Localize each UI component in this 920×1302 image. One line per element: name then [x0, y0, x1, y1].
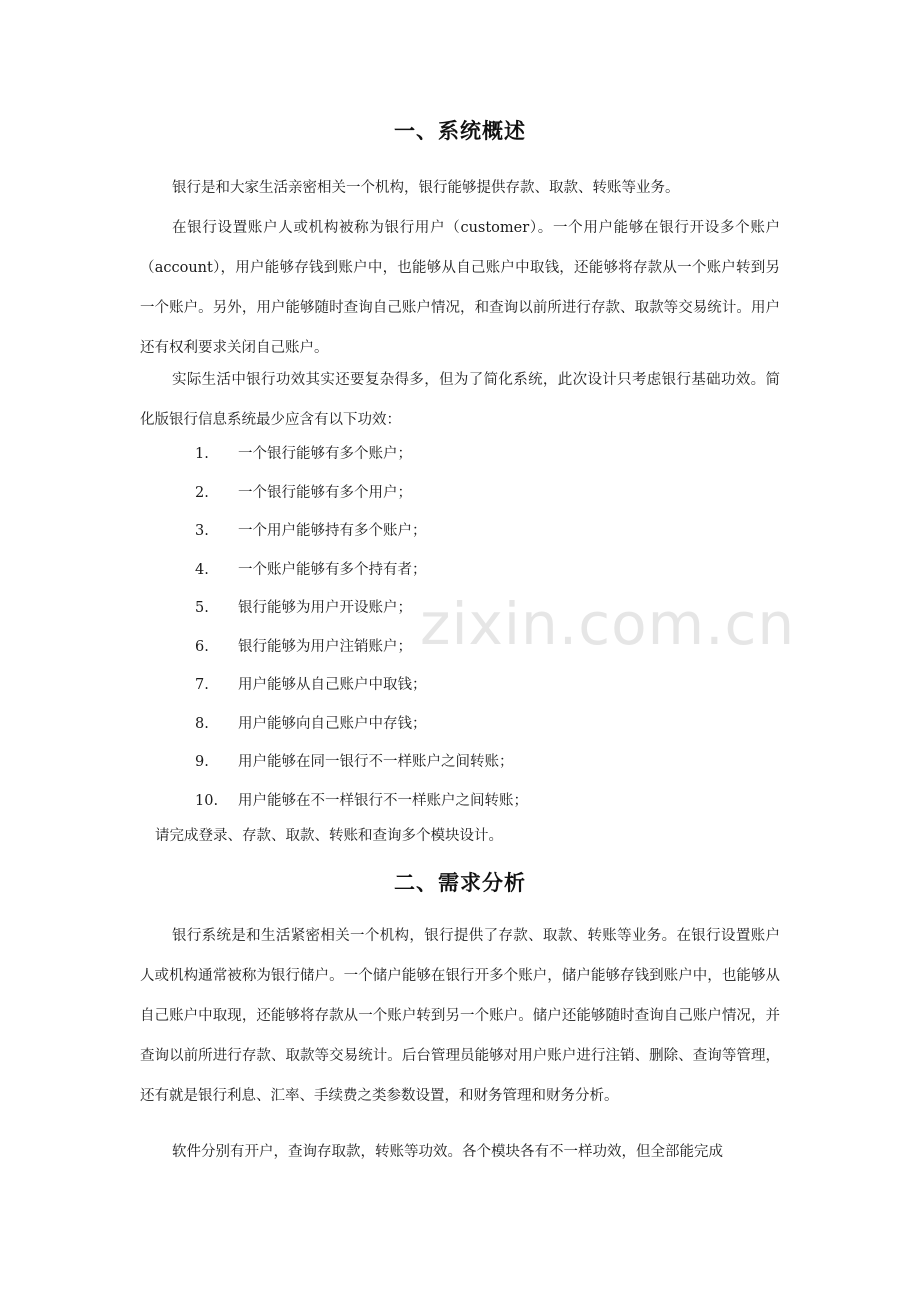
list-item-number: 1. — [195, 446, 209, 462]
list-item-text: 银行能够为用户开设账户； — [238, 600, 412, 616]
list-item — [0, 474, 920, 513]
list-item — [0, 743, 920, 782]
section-title-overview: 一、系统概述 — [394, 119, 526, 143]
list-item-number: 7. — [195, 677, 209, 693]
list-item-number: 5. — [195, 600, 209, 616]
list-item-text: 用户能够从自己账户中取钱； — [238, 677, 427, 693]
list-item — [0, 782, 920, 821]
overview-paragraph-3: 实际生活中银行功效其实还要复杂得多，但为了简化系统，此次设计只考虑银行基础功效。简化版银行信息系统最少应含有以下功效： — [140, 372, 780, 428]
requirements-paragraph-1: 银行系统是和生活紧密相关一个机构，银行提供了存款、取款、转账等业务。在银行设置账户人或机构通常被称为银行储户。一个储户能够在银行开多个账户，储户能够存钱到账户中，也能够从自己账户中取现，还能够将存款从一个账户转到另一个账户。储户还能够随时查询自己账户情况，并查询以前所进行存款、取款等交易统计。后台管理员能够对用户账户进行注销、删除、查询等管理，还有就是银行利息、汇率、手续费之类参数设置，和财务管理和财务分析。 — [140, 928, 780, 1104]
list-item — [0, 589, 920, 628]
requirements-paragraph-2: 软件分别有开户，查询存取款，转账等功效。各个模块各有不一样功效，但全部能完成 — [172, 1144, 723, 1160]
watermark: zixin.com.cn — [420, 590, 796, 658]
list-item-number: 6. — [195, 638, 209, 655]
list-item-text: 一个账户能够有多个持有者； — [238, 561, 427, 578]
list-item-text: 用户能够向自己账户中存钱； — [238, 715, 427, 732]
list-item — [0, 551, 920, 590]
list-item-text: 一个银行能够有多个账户； — [238, 446, 412, 462]
list-item-number: 10. — [195, 792, 219, 809]
list-item-number: 3. — [195, 523, 209, 539]
list-item — [0, 705, 920, 744]
list-item-text: 用户能够在不一样银行不一样账户之间转账； — [238, 792, 528, 809]
list-item-number: 8. — [195, 715, 209, 732]
list-item-number: 4. — [195, 561, 209, 578]
list-item — [0, 512, 920, 551]
list-item-number: 9. — [195, 754, 209, 770]
list-item-text: 银行能够为用户注销账户； — [238, 638, 412, 655]
section-title-requirements: 二、需求分析 — [394, 871, 526, 895]
list-item-text: 一个用户能够持有多个账户； — [238, 523, 427, 539]
closing-sentence: 请完成登录、存款、取款、转账和查询多个模块设计。 — [155, 828, 503, 844]
list-item — [0, 628, 920, 667]
function-list — [0, 435, 920, 820]
list-item-number: 2. — [195, 484, 209, 501]
overview-paragraph-1: 银行是和大家生活亲密相关一个机构，银行能够提供存款、取款、转账等业务。 — [172, 180, 680, 196]
list-item-text: 一个银行能够有多个用户； — [238, 484, 412, 501]
overview-paragraph-2: 在银行设置账户人或机构被称为银行用户（customer）。一个用户能够在银行开设多个账户（account），用户能够存钱到账户中，也能够从自己账户中取钱，还能够将存款从一个账户转到另一个账户。另外，用户能够随时查询自己账户情况，和查询以前所进行存款、取款等交易统计。用户还有权利要求关闭自己账户。 — [140, 220, 780, 356]
list-item — [0, 666, 920, 705]
list-item — [0, 435, 920, 474]
list-item-text: 用户能够在同一银行不一样账户之间转账； — [238, 754, 514, 770]
